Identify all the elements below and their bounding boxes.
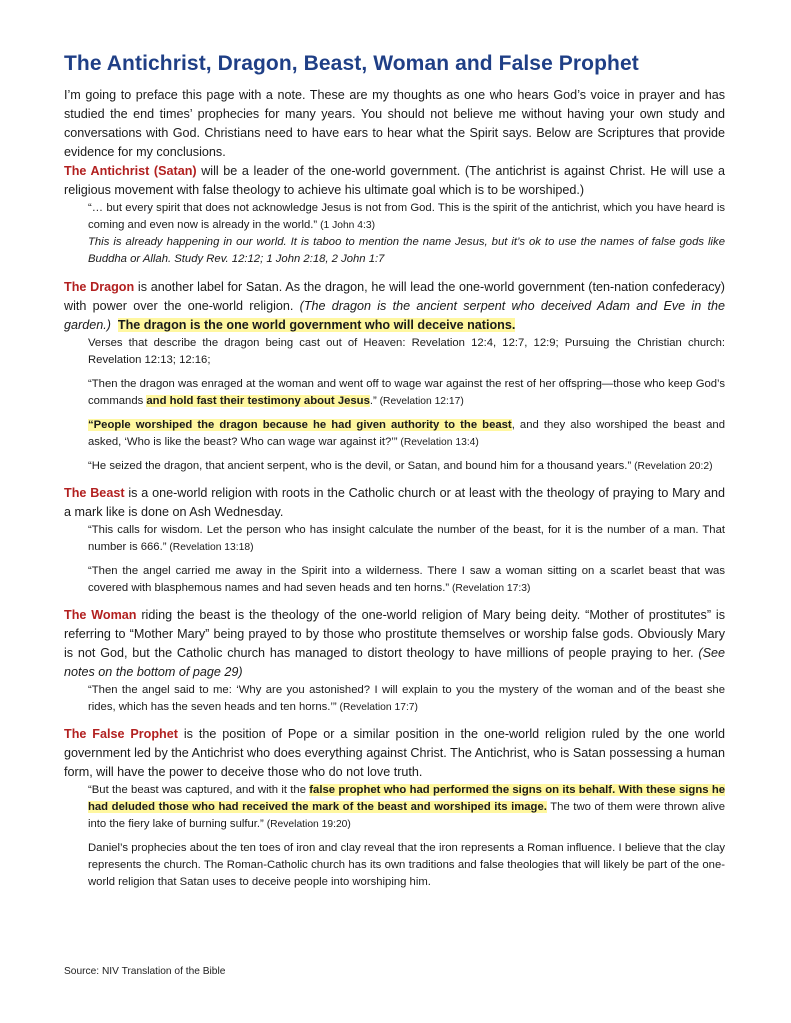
- dragon-quote-1-ref: (Revelation 12:17): [376, 396, 464, 407]
- antichrist-paragraph: [64, 162, 725, 200]
- antichrist-quote-ref: (1 John 4:3): [317, 220, 376, 231]
- dragon-paragraph: [64, 278, 725, 335]
- dragon-quote-3-ref: (Revelation 20:2): [631, 461, 713, 472]
- page-title: The Antichrist, Dragon, Beast, Woman and False Prophet: [64, 52, 639, 75]
- dragon-quote-3: [88, 458, 725, 475]
- dragon-verses: Verses that describe the dragon being cast out of Heaven: Revelation 12:4, 12:7, 12:9; Pursuing the Christian church: Revelation 12:13; 12:16;: [88, 337, 725, 366]
- dragon-quote-1-end: .”: [369, 395, 377, 407]
- dragon-text: is another label for Satan. As the dragon, he will lead the one-world government (ten-nation confederacy) with power over the one-world religion.: [64, 280, 725, 313]
- beast-quote-2-ref: (Revelation 17:3): [449, 583, 531, 594]
- closing-paragraph: Daniel’s prophecies about the ten toes of iron and clay reveal that the iron represents a Roman influence. I believe that the clay represents the church. The Roman-Catholic church has its own traditions and false theologies that will likely be part of the one-world religion that Satan uses to deceive people into worshiping him.: [88, 842, 725, 888]
- dragon-quote-2: [88, 417, 725, 451]
- beast-quote-1: [88, 522, 725, 556]
- woman-text: riding the beast is the theology of the one-world religion of Mary being deity. “Mother of prostitutes” is referring to “Mother Mary” being prayed to by those who prostitute themselves or worship false gods. Obviously Mary is not God, but the Catholic church has managed to distort theology to have millions of people praying to her.: [64, 608, 725, 660]
- dragon-quote-1-text: “Then the dragon was enraged at the woman and went off to wage war against the rest of her offspring—those who keep God’s commands: [88, 378, 725, 407]
- antichrist-note: This is already happening in our world. It is taboo to mention the name Jesus, but it’s ok to use the names of false gods like Buddha or Allah. Study Rev. 12:12; 1 John 2:18, 2 John 1:7: [88, 236, 725, 265]
- beast-quote-2: [88, 563, 725, 597]
- false-prophet-term: The False Prophet: [64, 727, 178, 741]
- beast-quote-2-text: “Then the angel carried me away in the Spirit into a wilderness. There I saw a woman sitting on a scarlet beast that was covered with blasphemous names and had seven heads and ten horns.”: [88, 565, 725, 594]
- dragon-italic-note: (The dragon is the ancient serpent who deceived Adam and Eve in the garden.): [64, 299, 725, 332]
- dragon-quote-2-highlight: “People worshiped the dragon because he had given authority to the beast: [88, 419, 512, 431]
- false-prophet-quote-1-end: The two of them were thrown alive into the fiery lake of burning sulfur.”: [88, 801, 725, 830]
- woman-paragraph: [64, 606, 725, 682]
- woman-italic-note: (See notes on the bottom of page 29): [64, 646, 725, 679]
- beast-quote-1-ref: (Revelation 13:18): [166, 542, 254, 553]
- woman-quote-1: [88, 682, 725, 716]
- antichrist-quote-text: “… but every spirit that does not acknowledge Jesus is not from God. This is the spirit of the antichrist, which you have heard is coming and even now is already in the world.”: [88, 202, 725, 231]
- dragon-quote-2-text: , and they also worshiped the beast and asked, ‘Who is like the beast? Who can wage war against it?’”: [88, 419, 725, 448]
- antichrist-text: will be a leader of the one-world government. (The antichrist is against Christ. He will use a religious movement with false theology to achieve his ultimate goal which is to be worshiped.): [64, 164, 725, 197]
- antichrist-term: The Antichrist (Satan): [64, 164, 197, 178]
- woman-term: The Woman: [64, 608, 137, 622]
- beast-quote-1-text: “This calls for wisdom. Let the person who has insight calculate the number of the beast, for it is the number of a man. That number is 666.”: [88, 524, 725, 553]
- dragon-quote-1-highlight: and hold fast their testimony about Jesus: [146, 395, 370, 407]
- false-prophet-text: is the position of Pope or a similar position in the one-world religion ruled by the one world government led by the Antichrist who does everything against Christ. The Antichrist, who is Satan possessing a human form, will have the power to deceive those who do not love truth.: [64, 727, 725, 779]
- false-prophet-quote-1: [88, 782, 725, 833]
- dragon-term: The Dragon: [64, 280, 135, 294]
- false-prophet-quote-1-text: “But the beast was captured, and with it the: [88, 784, 310, 796]
- beast-text: is a one-world religion with roots in the Catholic church or at least with the theology of praying to Mary and a mark like is done on Ash Wednesday.: [64, 486, 725, 519]
- dragon-quote-2-ref: (Revelation 13:4): [397, 437, 479, 448]
- woman-quote-1-ref: (Revelation 17:7): [336, 702, 418, 713]
- dragon-highlight: The dragon is the one world government who will deceive nations.: [117, 318, 516, 332]
- false-prophet-paragraph: [64, 725, 725, 782]
- beast-term: The Beast: [64, 486, 125, 500]
- woman-quote-1-text: “Then the angel said to me: ‘Why are you astonished? I will explain to you the mystery of the woman and of the beast she rides, which has the seven heads and ten horns.’”: [88, 684, 725, 713]
- beast-paragraph: [64, 484, 725, 522]
- antichrist-quote: [88, 200, 725, 268]
- dragon-quote-3-text: “He seized the dragon, that ancient serpent, who is the devil, or Satan, and bound him for a thousand years.”: [88, 460, 632, 472]
- source-note: Source: NIV Translation of the Bible: [64, 966, 226, 977]
- false-prophet-quote-1-highlight: false prophet who had performed the signs on its behalf. With these signs he had deluded those who had received the mark of the beast and worshiped its image.: [88, 784, 725, 813]
- intro-paragraph: I’m going to preface this page with a note. These are my thoughts as one who hears God’s voice in prayer and has studied the end times’ prophecies for many years. You should not believe me without having your own study and conversations with God. Christians need to have ears to hear what the Spirit says. Below are Scriptures that provide evidence for my conclusions.: [64, 88, 725, 159]
- dragon-quote-1: [88, 376, 725, 410]
- false-prophet-quote-1-ref: (Revelation 19:20): [263, 819, 351, 830]
